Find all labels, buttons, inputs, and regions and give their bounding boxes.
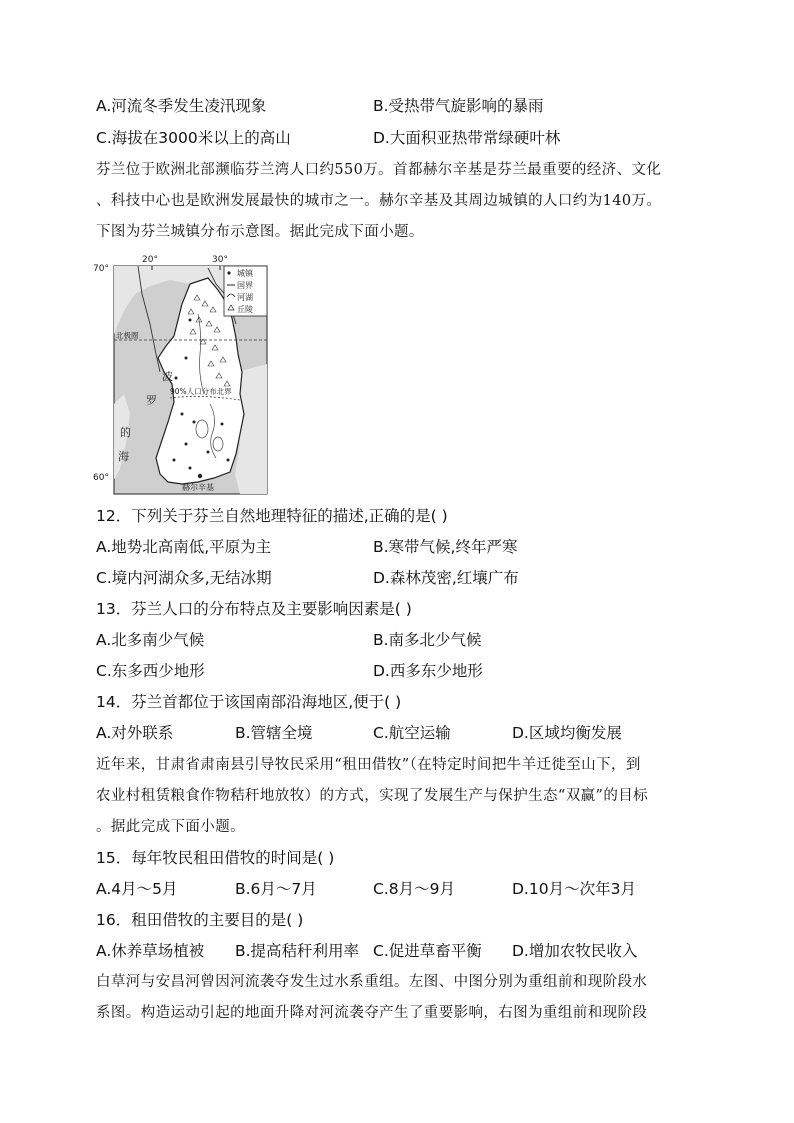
- q14-option-a: A.对外联系: [96, 724, 174, 742]
- q11-option-c: C.海拔在3000米以上的高山: [96, 129, 291, 147]
- legend-border-label: 国界: [237, 281, 253, 290]
- finland-intro-line2: 、科技中心也是欧洲发展最快的城市之一。赫尔辛基及其周边城镇的人口约为140万。: [96, 193, 662, 209]
- river-intro-line1: 白草河与安昌河曾因河流袭夺发生过水系重组。左图、中图分别为重组前和现阶段水: [96, 974, 648, 990]
- sea-char-2: 罗: [146, 394, 157, 407]
- sea-char-4: 海: [118, 450, 129, 463]
- q16-stem: 16．租田借牧的主要目的是( ): [96, 911, 304, 929]
- q12-option-b: B.寒带气候,终年严寒: [373, 538, 518, 556]
- q12-option-c: C.境内河湖众多,无结冰期: [96, 569, 272, 587]
- q15-option-c: C.8月～9月: [373, 880, 455, 898]
- finland-intro-line1: 芬兰位于欧洲北部濒临芬兰湾人口约550万。首都赫尔辛基是芬兰最重要的经济、文化: [96, 162, 662, 178]
- q14-option-b: B.管辖全境: [235, 724, 313, 742]
- finland-intro-line3: 下图为芬兰城镇分布示意图。据此完成下面小题。: [96, 224, 424, 240]
- q16-option-d: D.增加农牧民收入: [512, 942, 638, 960]
- map-lat-60-label: 60°: [93, 473, 109, 483]
- q13-stem: 13．芬兰人口的分布特点及主要影响因素是( ): [96, 600, 412, 618]
- sunan-intro-line3: 。据此完成下面小题。: [96, 819, 245, 835]
- map-lat-70-label: 70°: [93, 264, 109, 274]
- q15-stem: 15．每年牧民租田借牧的时间是( ): [96, 849, 335, 867]
- map-lon-30-label: 30°: [212, 255, 228, 265]
- q13-option-b: B.南多北少气候: [373, 631, 482, 649]
- q12-option-a: A.地势北高南低,平原为主: [96, 538, 272, 556]
- q12-option-d: D.森林茂密,红壤广布: [373, 569, 519, 587]
- q14-option-d: D.区域均衡发展: [512, 724, 622, 742]
- sea-char-1: 波: [162, 370, 173, 383]
- q11-option-a: A.河流冬季发生凌汛现象: [96, 97, 267, 115]
- q15-option-d: D.10月～次年3月: [512, 880, 636, 898]
- map-lon-20-label: 20°: [142, 255, 158, 265]
- sea-char-3: 的: [120, 426, 131, 439]
- sunan-intro-line1: 近年来，甘肃省肃南县引导牧民采用“租田借牧”（在特定时间把牛羊迁徙至山下，到: [96, 757, 641, 773]
- q15-option-a: A.4月～5月: [96, 880, 178, 898]
- q15-option-b: B.6月～7月: [235, 880, 317, 898]
- sunan-intro-line2: 农业村租赁粮食作物秸秆地放牧）的方式，实现了发展生产与保护生态“双赢”的目标: [96, 788, 649, 804]
- legend-river-lake-label: 河湖: [237, 293, 253, 302]
- q14-option-c: C.航空运输: [373, 724, 451, 742]
- legend-town-label: 城镇: [237, 269, 253, 278]
- q13-option-a: A.北多南少气候: [96, 631, 205, 649]
- finland-town-map: [90, 254, 272, 496]
- map-arctic-circle-label: 北极圈: [116, 331, 139, 340]
- q14-stem: 14．芬兰首都位于该国南部沿海地区,便于( ): [96, 693, 402, 711]
- legend-hill-label: 丘陵: [237, 305, 253, 314]
- q16-option-b: B.提高秸秆利用率: [235, 942, 360, 960]
- river-intro-line2: 系图。构造运动引起的地面升降对河流袭夺产生了重要影响，右图为重组前和现阶段: [96, 1005, 648, 1021]
- q11-option-b: B.受热带气旋影响的暴雨: [373, 97, 544, 115]
- q16-option-c: C.促进草畜平衡: [373, 942, 482, 960]
- q16-option-a: A.休养草场植被: [96, 942, 205, 960]
- q11-option-d: D.大面积亚热带常绿硬叶林: [373, 129, 561, 147]
- capital-label: 赫尔辛基: [182, 483, 214, 492]
- population-boundary-label: 90%人口分布北界: [170, 387, 232, 396]
- q13-option-c: C.东多西少地形: [96, 662, 205, 680]
- q12-stem: 12．下列关于芬兰自然地理特征的描述,正确的是( ): [96, 507, 448, 525]
- q13-option-d: D.西多东少地形: [373, 662, 483, 680]
